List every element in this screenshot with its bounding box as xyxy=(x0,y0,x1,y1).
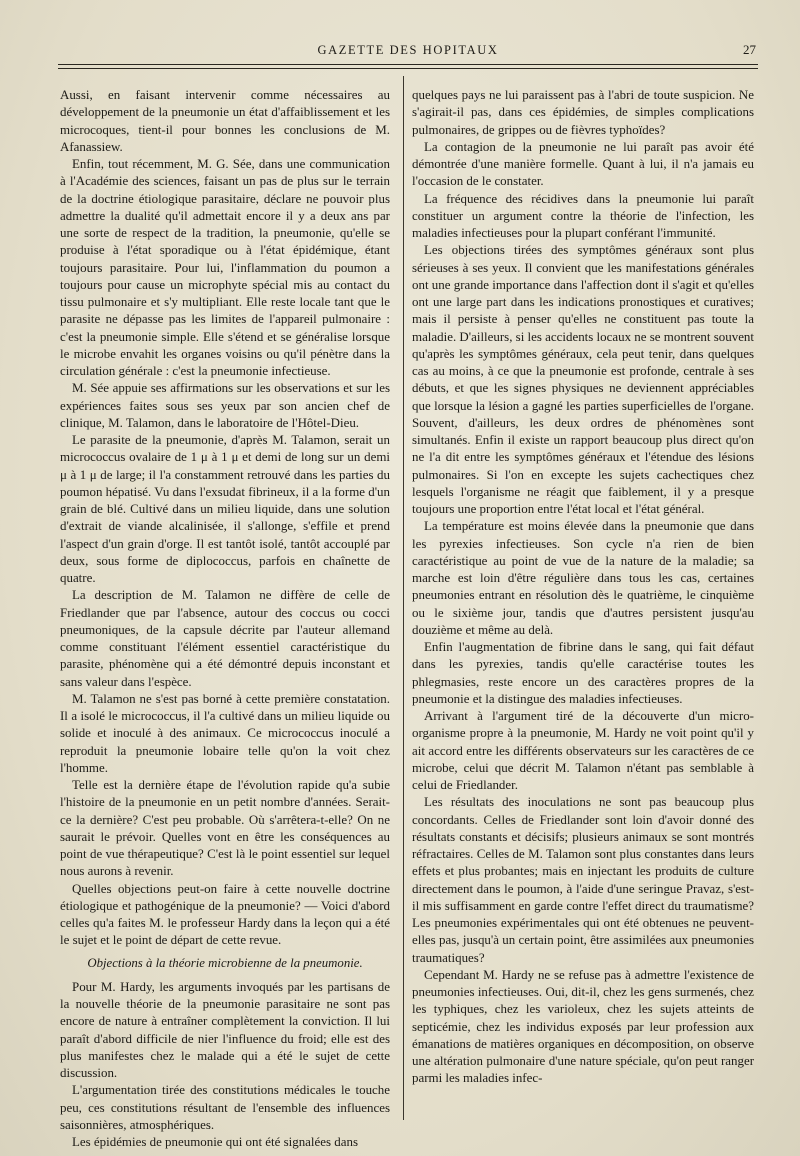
running-title: GAZETTE DES HOPITAUX xyxy=(317,43,499,57)
paragraph: Les objections tirées des symptômes généraux sont plus sérieuses à ses yeux. Il convient que les manifestations générales ont une grande importance dans l'affection dont il s'agit et qu'elles ont une large part dans les indications pronostiques et curatives; mais il persiste à penser qu'elles ne constituent pas toute la maladie. D'ailleurs, si les accidents locaux ne se montrent souvent qu'après les symptômes généraux, cela peut tenir, dans quelques cas au moins, à ce que la pneumonie est profonde, centrale à ses débuts, et que les signes physiques ne deviennent appréciables que lorsque la lésion a gagné les parties superficielles de l'organe. Souvent, d'ailleurs, les deux ordres de phénomènes sont simultanés. Enfin il existe un rapport beaucoup plus direct qu'on ne l'a dit entre les symptômes généraux et l'étendue des lésions pulmonaires. Si l'on en excepte les sujets cachectiques chez lesquels l'organisme ne réagit que faiblement, il y a presque toujours une proportion entre l'état local et l'état général. xyxy=(412,242,754,516)
paragraph: Quelles objections peut-on faire à cette nouvelle doctrine étiologique et pathogénique de la pneumonie? — Voici d'abord celles qu'a faites M. le professeur Hardy dans la leçon qui a été le sujet et le point de départ de cette revue. xyxy=(60,880,390,948)
paragraph: M. Talamon ne s'est pas borné à cette première constatation. Il a isolé le micrococcus, il l'a cultivé dans un milieu liquide ou solide et inoculé à des animaux. Ce micrococcus inoculé a reproduit la pneumonie lobaire telle qu'on la voit chez l'homme. xyxy=(60,690,390,775)
paragraph: Arrivant à l'argument tiré de la découverte d'un micro-organisme propre à la pneumonie, M. Hardy ne voit point qu'il y ait accord entre les différents observateurs sur les caractères de ce microbe, celui que décrit M. Talamon n'étant pas semblable à celui de Friedlander. xyxy=(412,708,754,792)
right-column xyxy=(412,86,754,1122)
column-divider xyxy=(403,76,404,1120)
paragraph: Pour M. Hardy, les arguments invoqués par les partisans de la nouvelle théorie de la pneumonie parasitaire ne sont pas encore de nature à entraîner complètement la conviction. Il lui paraît d'abord difficile de nier l'influence du froid; elle est des plus manifestes chez le malade qui a été le sujet de cette discussion. xyxy=(60,978,390,1080)
paragraph: La température est moins élevée dans la pneumonie que dans les pyrexies infectieuses. Son cycle n'a rien de bien caractéristique au point de vue de la nature de la maladie; sa marche est loin d'être régulière dans tous les cas, certaines pneumonies entrant en résolution dès le quatrième, le cinquième ou le sixième jour, tandis que d'autres persistent jusqu'au douzième et même au delà. xyxy=(412,518,754,637)
paragraph: L'argumentation tirée des constitutions médicales le touche peu, ces constitutions résultant de l'ensemble des influences saisonnières, atmosphériques. xyxy=(60,1082,390,1132)
paragraph: Les épidémies de pneumonie qui ont été signalées dans xyxy=(72,1134,358,1149)
paragraph: M. Sée appuie ses affirmations sur les observations et sur les expériences faites sous ses yeux par son ancien chef de clinique, M. Talamon, dans le laboratoire de l'Hôtel-Dieu. xyxy=(60,380,390,430)
page-header xyxy=(58,40,758,62)
paragraph: Telle est la dernière étape de l'évolution rapide qu'a subie l'histoire de la pneumonie en un petit nombre d'années. Serait-ce la dernière? C'est peu probable. Où s'arrêtera-t-elle? On ne saurait le prévoir. Quelles vont en être les conséquences au point de vue thérapeutique? C'est là le point essentiel sur lequel nous aurons à revenir. xyxy=(60,777,390,879)
paragraph: La contagion de la pneumonie ne lui paraît pas avoir été démontrée d'une manière formelle. Quant à lui, il n'a jamais eu l'occasion de le constater. xyxy=(412,138,754,189)
paragraph: Enfin, tout récemment, M. G. Sée, dans une communication à l'Académie des sciences, faisant un pas de plus sur le terrain de la doctrine étiologique parasitaire, déclare ne pouvoir plus admettre la dualité qu'il admettait encore il y a deux ans par une sorte de respect de la tradition, la pneumonie, qu'elle se produise à l'état sporadique ou à l'état épidémique, étant toujours parasitaire. Pour lui, l'inflammation du poumon a toujours pour cause un microphyte spécial mis au contact du tissu pulmonaire et s'y multipliant. Elle reste locale tant que le parasite ne dépasse pas les limites de l'appareil pulmonaire : c'est la pneumonie simple. Elle s'étend et se généralise lorsque le microbe envahit les organes voisins ou qu'il pénètre dans la circulation générale : c'est la pneumonie infectieuse. xyxy=(60,156,390,378)
paragraph: quelques pays ne lui paraissent pas à l'abri de toute suspicion. Ne s'agirait-il pas, dans ces épidémies, de simples complications pulmonaires, de grippes ou de fièvres typhoïdes? xyxy=(412,87,754,137)
header-rule-thick xyxy=(58,64,758,65)
paragraph: Le parasite de la pneumonie, d'après M. Talamon, serait un micrococcus ovalaire de 1 μ à 1 μ et demi de long sur un demi μ à 1 μ de large; il l'a constamment retrouvé dans les parties du poumon hépatisé. Vu dans l'exsudat fibrineux, il a la forme d'un grain de blé. Cultivé dans un milieu liquide, dans une solution d'extrait de viande alcalinisée, il s'allonge, s'effile et prend l'aspect d'un grain d'orge. Il est tantôt isolé, tantôt accouplé par deux, sous forme de diplococcus, parfois en chaînette de quatre. xyxy=(60,432,390,585)
header-rule-thin xyxy=(58,68,758,69)
paragraph: La fréquence des récidives dans la pneumonie lui paraît constituer un argument contre la théorie de l'infection, les maladies infectieuses pour la plupart conférant l'immunité. xyxy=(412,190,754,240)
paragraph: Aussi, en faisant intervenir comme nécessaires au développement de la pneumonie un état d'affaiblissement et les microcoques, tient-il pour bonnes les conclusions de M. Afanassiew. xyxy=(60,87,390,154)
paragraph: Enfin l'augmentation de fibrine dans le sang, qui fait défaut dans les pyrexies, tandis qu'elle caractérise toutes les phlegmasies, reste encore un des caractères propres de la pneumonie et la distingue des maladies infectieuses. xyxy=(412,639,754,706)
paragraph: Les résultats des inoculations ne sont pas beaucoup plus concordants. Celles de Friedlander sont loin d'avoir donné des résultats constants et décisifs; plusieurs animaux se sont montrés réfractaires. Celles de M. Talamon sont plus constantes dans leurs effets et plus probantes; mais en injectant les produits de culture directement dans le poumon, à l'aide d'une seringue Pravaz, s'est-il mis suffisamment en garde contre l'effet direct du traumatisme? Les pneumonies expérimentales qui ont été obtenues ne peuvent-elles pas, jusqu'à un certain point, être assimilées aux pneumonies traumatiques? xyxy=(412,794,754,965)
left-column xyxy=(60,86,390,1149)
paragraph: Cependant M. Hardy ne se refuse pas à admettre l'existence de pneumonies infectieuses. Oui, dit-il, chez les gens surmenés, chez les typhiques, chez les varioleux, chez les sujets atteints de septicémie, chez les individus exposés par leur profession aux émanations de matières organiques en décomposition, on observe une altération pulmonaire d'une nature spéciale, qu'on peut ranger parmi les maladies infec- xyxy=(412,966,754,1086)
section-heading: Objections à la théorie microbienne de la pneumonie. xyxy=(87,955,363,970)
paragraph: La description de M. Talamon ne diffère de celle de Friedlander que par l'absence, autour des coccus ou cocci pneumoniques, de la capsule décrite par l'auteur allemand comme constituant l'élément essentiel caractéristique du parasite, phénomène qui a été démontré depuis inconstant et sans valeur dans l'espèce. xyxy=(60,587,390,689)
page-number: 27 xyxy=(743,42,756,57)
